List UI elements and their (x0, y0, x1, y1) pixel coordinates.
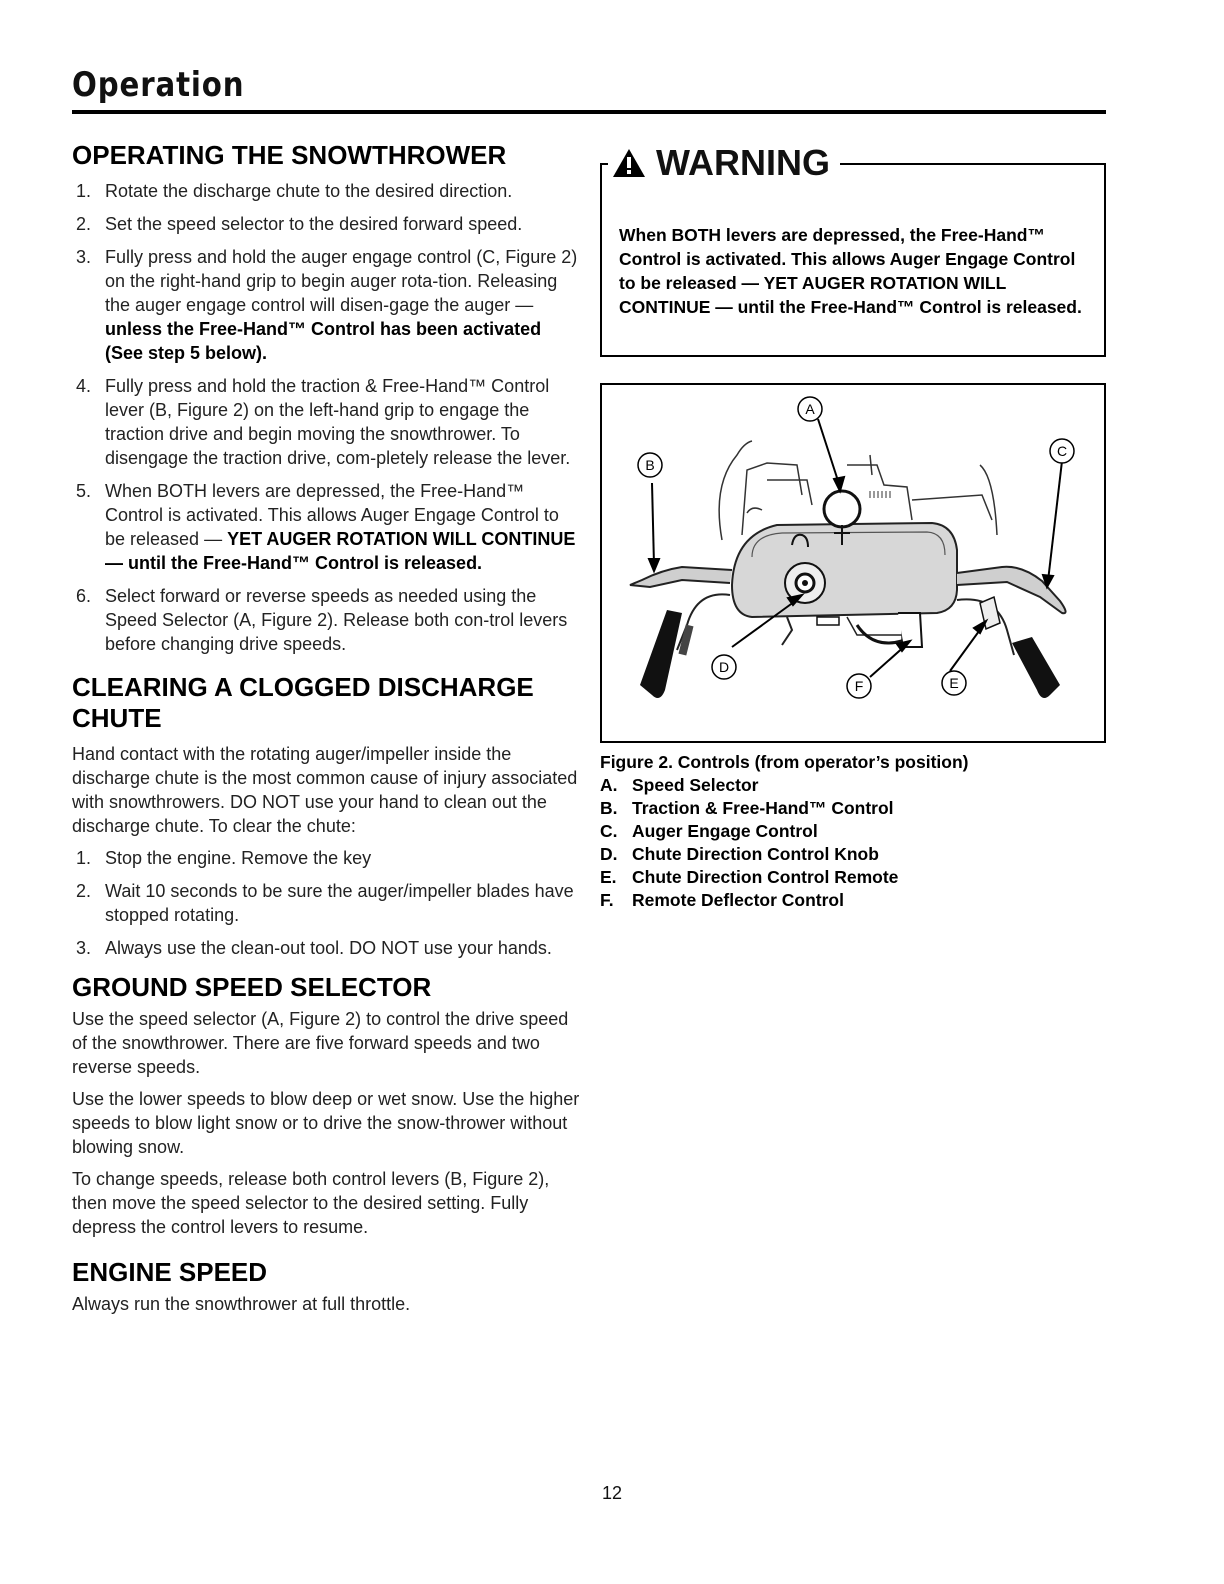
right-grip (1012, 637, 1060, 698)
list-item: 2. Set the speed selector to the desired forward speed. (76, 214, 523, 234)
clearing-heading: CLEARING A CLOGGED DISCHARGE CHUTE (72, 672, 534, 733)
warning-title (608, 143, 840, 183)
caption-item: E. Chute Direction Control Remote (600, 867, 899, 887)
operating-heading: OPERATING THE SNOWTHROWER (72, 140, 507, 170)
callout-d: D (718, 659, 730, 675)
left-handle (630, 567, 732, 587)
clearing-intro: Hand contact with the rotating auger/impeller inside the discharge chute is the most common cause of injury associated with snowthrowers. DO NOT use your hand to clean out the discharge chute. To clear the chute: (72, 744, 578, 836)
grille (870, 491, 890, 498)
caption-item: D. Chute Direction Control Knob (600, 844, 879, 864)
figure-controls (600, 383, 1106, 743)
warning-box (600, 142, 1106, 357)
ground-speed-paragraph: To change speeds, release both control levers (B, Figure 2), then move the speed selector to the desired setting. Fully depress the control levers to resume. (72, 1169, 550, 1237)
callout-c: C (1056, 443, 1068, 459)
right-column (600, 140, 1106, 912)
caption-item: C. Auger Engage Control (600, 821, 818, 841)
left-column (72, 140, 582, 1324)
list-item: 1. Stop the engine. Remove the key (76, 848, 372, 868)
ground-speed-heading: GROUND SPEED SELECTOR (72, 972, 432, 1002)
left-grip (640, 610, 682, 698)
snowthrower-controls-illustration (602, 385, 1106, 739)
list-item: 4. Fully press and hold the traction & Free-Hand™ Control lever (B, Figure 2) on the left-hand grip to engage the traction drive and begin moving the snowthrower. To disengage the traction drive, com-pletely release the lever. (76, 376, 571, 468)
callout-a: A (805, 401, 815, 417)
caption-item: F. Remote Deflector Control (600, 890, 844, 910)
warning-triangle-icon (612, 148, 646, 178)
list-item: 5. When BOTH levers are depressed, the Free-Hand™ Control is activated. This allows Auger Engage Control to be released — YET AUGER ROTATION WILL CONTINUE — until the Free-Hand™ Control is released. (76, 481, 576, 573)
dashboard-panel (732, 523, 957, 617)
page-title: Operation (72, 65, 245, 105)
page-header (72, 66, 1106, 114)
operating-steps (72, 179, 582, 656)
caption-item: B. Traction & Free-Hand™ Control (600, 798, 894, 818)
ground-speed-paragraph: Use the speed selector (A, Figure 2) to control the drive speed of the snowthrower. There are five forward speeds and two reverse speeds. (72, 1009, 569, 1077)
page-number: 12 (601, 1483, 623, 1503)
engine-speed-heading: ENGINE SPEED (72, 1257, 268, 1287)
list-item: 2. Wait 10 seconds to be sure the auger/impeller blades have stopped rotating. (76, 881, 574, 925)
engine-speed-text: Always run the snowthrower at full throttle. (72, 1294, 411, 1314)
caption-title: Figure 2. Controls (from operator’s position) (600, 752, 969, 772)
figure-caption (600, 751, 1106, 912)
caption-item: A. Speed Selector (600, 775, 759, 795)
clearing-steps (72, 846, 582, 960)
speed-selector (824, 491, 860, 527)
list-item: 3. Always use the clean-out tool. DO NOT use your hands. (76, 938, 552, 958)
list-item: 1. Rotate the discharge chute to the desired direction. (76, 181, 513, 201)
callout-e: E (949, 675, 959, 691)
ground-speed-paragraph: Use the lower speeds to blow deep or wet snow. Use the higher speeds to blow light snow or to drive the snow-thrower without blowing snow. (72, 1089, 580, 1157)
warning-text: When BOTH levers are depressed, the Free-Hand™ Control is activated. This allows Auger Engage Control to be released — YET AUGER ROTATION WILL CONTINUE — until the Free-Hand™ Control is released. (619, 225, 1082, 317)
callout-b: B (645, 457, 655, 473)
list-item: 6. Select forward or reverse speeds as needed using the Speed Selector (A, Figure 2). Release both con-trol levers before changing drive speeds. (76, 586, 568, 654)
warning-title-text: WARNING (656, 142, 830, 183)
callout-f: F (854, 678, 864, 694)
list-item: 3. Fully press and hold the auger engage control (C, Figure 2) on the right-hand grip to begin auger rota-tion. Releasing the auger engage control will disen-gage the auger —unless the Free-Hand™ Control has been activated (See step 5 below). (76, 247, 578, 363)
